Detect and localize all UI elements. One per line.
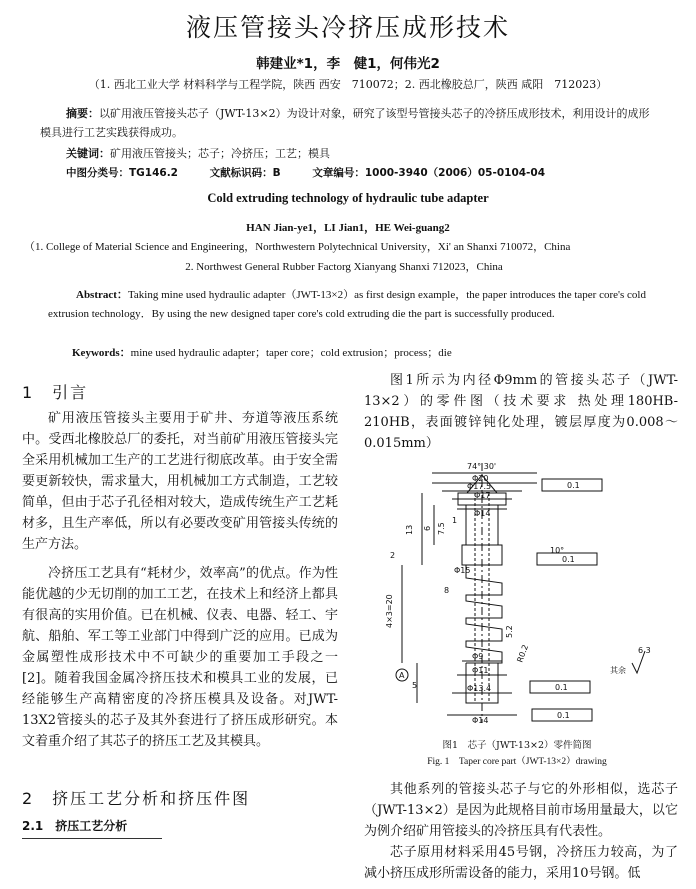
keywords-en: [72, 344, 452, 360]
label-d11: Φ11: [472, 666, 489, 675]
authors-cn: 韩建业*1，李 健1，何伟光2: [256, 56, 440, 72]
authors-en: HAN Jian-ye1，LI Jian1，HE Wei-guang2: [246, 222, 450, 234]
keywords-en-text: mine used hydraulic adapter；taper core；cold extrusion；process；die: [130, 347, 452, 359]
label-dim8: 8: [444, 586, 450, 595]
body-paragraph: 芯子原用材料采用45号钢，冷挤压力较高，为了减小挤压成形所需设备的能力，采用10号钢。低: [364, 845, 678, 881]
body-paragraph: 矿用液压管接头主要用于矿井、夯道等液压系统中。受西北橡胶总厂的委托，对当前矿用液压管接头完全采用机械加工生产的工艺进行彻底改革。由于安全需要更新较快，需求量大，用机械加工方式制造，工艺较简单，但由于芯子孔径相对较大，造成传统生产工艺耗材多，且生产率低，所以有必要改变矿用管接头传统的生产方法。: [22, 411, 338, 552]
keywords-cn: [66, 145, 330, 161]
part-drawing-svg: [362, 453, 672, 733]
label-dim6: 6: [423, 525, 432, 531]
label-len-spec: 4×3=20: [385, 594, 394, 628]
label-dim2: 2: [390, 551, 396, 560]
label-rough: 6.3: [638, 646, 651, 655]
clc-number: 中图分类号：TG146.2: [66, 167, 178, 179]
affiliation-en-line: （1. College of Material Science and Engineering，Northwestern Polytechnical University，Xi' an Shanxi 710072，China: [24, 241, 571, 253]
section-1-heading: 1 引言: [22, 383, 89, 402]
label-d175: Φ17.5: [467, 482, 492, 491]
paper-title: 液压管接头冷挤压成形技术: [185, 13, 510, 42]
keywords-cn-text: 矿用液压管接头；芯子；冷挤压；工艺；模具: [110, 147, 330, 160]
article-number: 文章编号：1000-3940（2006）05-0104-04: [312, 167, 546, 179]
label-tol-3: 0.1: [555, 683, 568, 692]
abstract-cn-label: 摘要：: [66, 107, 99, 120]
label-tol-1: 0.1: [567, 481, 580, 490]
body-paragraph: 冷挤压工艺具有“耗材少，效率高”的优点。作为性能优越的少无切削的加工工艺，在技术上和经济上都具有很高的实用价值。已在机械、仪表、电器、轻工、宇航、船舶、军工等工业部门中得到广泛的应用。已成为金属塑性成形技术中不可缺少的重要加工手段之一[2]。随着我国金属冷挤压技术和模具工业的发展，已经能够生产高精密度的冷挤压模具及设备。对JWT-13X2管接头的芯子及其外套进行了挤压成形研究。本文着重介绍了其芯子的挤压工艺及其模具。: [22, 566, 338, 749]
paper-title-en: Cold extruding technology of hydraulic tube adapter: [207, 191, 489, 205]
affiliation-en: [24, 237, 664, 277]
right-column-body: [364, 779, 678, 884]
label-d134: Φ13.4: [467, 684, 492, 693]
label-angle-top: 74° 30': [467, 462, 497, 471]
label-rest: 其余: [610, 666, 626, 675]
label-r02: R0.2: [515, 643, 531, 664]
figure-1-drawing: [362, 453, 672, 733]
affiliation-cn: （1. 西北工业大学 材料科学与工程学院，陕西 西安 710072；2. 西北橡胶总厂，陕西 咸阳 712023）: [88, 78, 608, 91]
section-2-heading: 2 挤压工艺分析和挤压件图: [22, 789, 251, 808]
label-d15: Φ15: [454, 566, 471, 575]
label-tol-2: 0.1: [562, 555, 575, 564]
label-dim13: 13: [405, 524, 414, 535]
keywords-cn-label: 关键词：: [66, 147, 110, 160]
doc-code: 文献标识码：B: [209, 167, 281, 179]
abstract-cn-text: 以矿用液压管接头芯子（JWT-13×2）为设计对象，研究了该型号管接头芯子的冷挤压成形技术，利用设计的成形模具进行工艺实践获得成功。: [40, 107, 650, 139]
right-column-intro: [364, 370, 678, 454]
section-1-body: [22, 408, 338, 752]
abstract-en-label: Abstract：: [76, 289, 128, 301]
label-datum-a: A: [399, 671, 405, 680]
label-dim1: 1: [452, 516, 458, 525]
label-d20: Φ20: [472, 474, 489, 483]
abstract-en-text: Taking mine used hydraulic adapter（JWT-13×2）as first design example，the paper introduces the taper core's cold extrusion technology．By using the new designed taper core's cold extruding die the part is successfully produced.: [48, 289, 646, 320]
label-dim52: 5.2: [505, 625, 514, 638]
keywords-en-label: Keywords：: [72, 347, 131, 359]
figure-caption-en: Fig. 1 Taper core part（JWT-13×2）drawing: [427, 757, 607, 767]
label-dim5: 5: [412, 681, 418, 690]
classification-line: [66, 165, 573, 180]
label-dim75: 7.5: [437, 522, 446, 535]
abstract-en: [48, 286, 652, 324]
figure-caption-cn: 图1 芯子（JWT-13×2）零件简图: [442, 740, 592, 751]
abstract-cn: [40, 104, 660, 142]
body-paragraph: 其他系列的管接头芯子与它的外形相似，选芯子（JWT-13×2）是因为此规格目前市场用量最大，以它为例介绍矿用管接头的冷挤压具有代表性。: [364, 782, 678, 839]
barbs: [466, 565, 502, 663]
body-paragraph: 图1所示为内径Φ9mm的管接头芯子（JWT-13×2）的零件图（技术要求 热处理180HB-210HB，表面镀锌钝化处理，镀层厚度为0.008～0.015mm）: [364, 373, 678, 451]
section-2-1-heading: 2.1 挤压工艺分析: [22, 819, 128, 833]
label-d9: Φ9: [472, 652, 484, 661]
affiliation-en-line: 2. Northwest General Rubber Factorg Xianyang Shanxi 712023，China: [185, 261, 503, 273]
label-d14b: Φ14: [472, 716, 489, 725]
label-angle10: 10°: [550, 546, 565, 555]
label-d17: Φ17: [474, 491, 491, 500]
label-d14: Φ14: [474, 509, 491, 518]
footnote-rule: [22, 838, 162, 839]
label-tol-4: 0.1: [557, 711, 570, 720]
